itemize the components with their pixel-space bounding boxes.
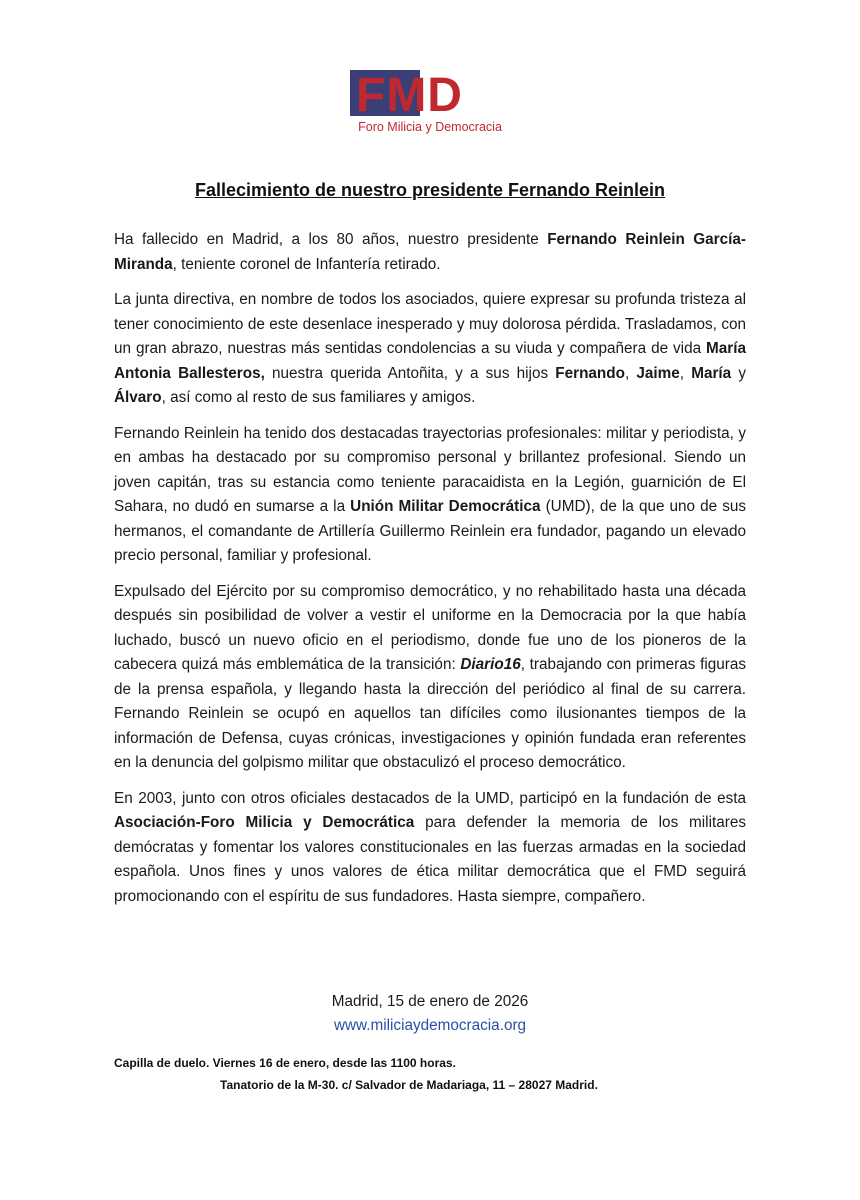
highlight-name: Álvaro (114, 389, 162, 406)
paragraph-3: Fernando Reinlein ha tenido dos destacadas trayectorias profesionales: militar y periodista, y en ambas ha destacado por su compromiso personal y brillantez profesional. Siendo un joven capitán, tras su estancia como teniente paracaidista en la Legión, guarnición de El Sahara, no dudó en sumarse a la Unión Militar Democrática (UMD), de la que uno de sus hermanos, el comandante de Artillería Guillermo Reinlein era fundador, pagando un elevado precio personal, familiar y profesional. (114, 424, 747, 564)
footer-address: Tanatorio de la M-30. c/ Salvador de Madariaga, 11 – 28027 Madrid. (220, 1078, 598, 1092)
place-date: Madrid, 15 de enero de 2026 (331, 993, 529, 1010)
paragraph-1: Ha fallecido en Madrid, a los 80 años, nuestro presidente Fernando Reinlein García-Miranda, teniente coronel de Infantería retirado. (114, 231, 746, 273)
page-title: Fallecimiento de nuestro presidente Fernando Reinlein (194, 180, 666, 200)
fmd-logo-mark (350, 70, 510, 116)
highlight-name: María (691, 364, 732, 382)
highlight-name: Jaime (636, 364, 680, 382)
highlight-publication: Diario16 (460, 656, 521, 673)
paragraph-5: En 2003, junto con otros oficiales destacados de la UMD, participó en la fundación de esta Asociación-Foro Milicia y Democrática para defender la memoria de los militares demócratas y fomentar los valores constitucionales en las fuerzas armadas en la sociedad española. Unos fines y unos valores de ética militar democrática que el FMD seguirá promocionando con el espíritu de sus fundadores. Hasta siempre, compañero. (114, 789, 746, 905)
highlight-name: Fernando Reinlein García-Miranda (114, 231, 746, 273)
highlight-name: Unión Militar Democrática (350, 498, 541, 515)
website-link[interactable]: www.miliciaydemocracia.org (333, 1017, 527, 1034)
logo-letters: FMD (356, 70, 463, 116)
paragraph-4: Expulsado del Ejército por su compromiso democrático, y no rehabilitado hasta una década después sin posibilidad de volver a vestir el uniforme en la Democracia por la que había luchado, buscó un nuevo oficio en el periodismo, donde fue uno de los pioneros de la cabecera quizá más emblemática de la transición: Diario16, trabajando con primeras figuras de la prensa española, y llegando hasta la dirección del periódico al final de su carrera. Fernando Reinlein se ocupó en aquellos tan difíciles como ilusionantes tiempos de la información de Defensa, cuyas crónicas, investigaciones y opinión fundada eran referentes en la denuncia del golpismo militar que obstaculizó el proceso democrático. (114, 582, 746, 771)
article-body (114, 228, 746, 920)
highlight-name: María Antonia Ballesteros, (114, 340, 746, 382)
fmd-logo (350, 70, 510, 136)
highlight-name: Fernando (555, 364, 625, 382)
footer-funeral-info: Capilla de duelo. Viernes 16 de enero, desde las 1100 horas. (114, 1056, 456, 1070)
paragraph-2: La junta directiva, en nombre de todos los asociados, quiere expresar su profunda tristeza al tener conocimiento de este desenlace inesperado y muy dolorosa pérdida. Trasladamos, con un gran abrazo, nuestras más sentidas condolencias a su viuda y compañera de vida María Antonia Ballesteros, nuestra querida Antoñita, y a sus hijos Fernando, Jaime, María y Álvaro, así como al resto de sus familiares y amigos. (114, 291, 747, 406)
highlight-name: Asociación-Foro Milicia y Democrática (114, 814, 415, 831)
signoff (0, 990, 860, 1038)
logo-subtitle: Foro Milicia y Democracia (358, 120, 502, 134)
